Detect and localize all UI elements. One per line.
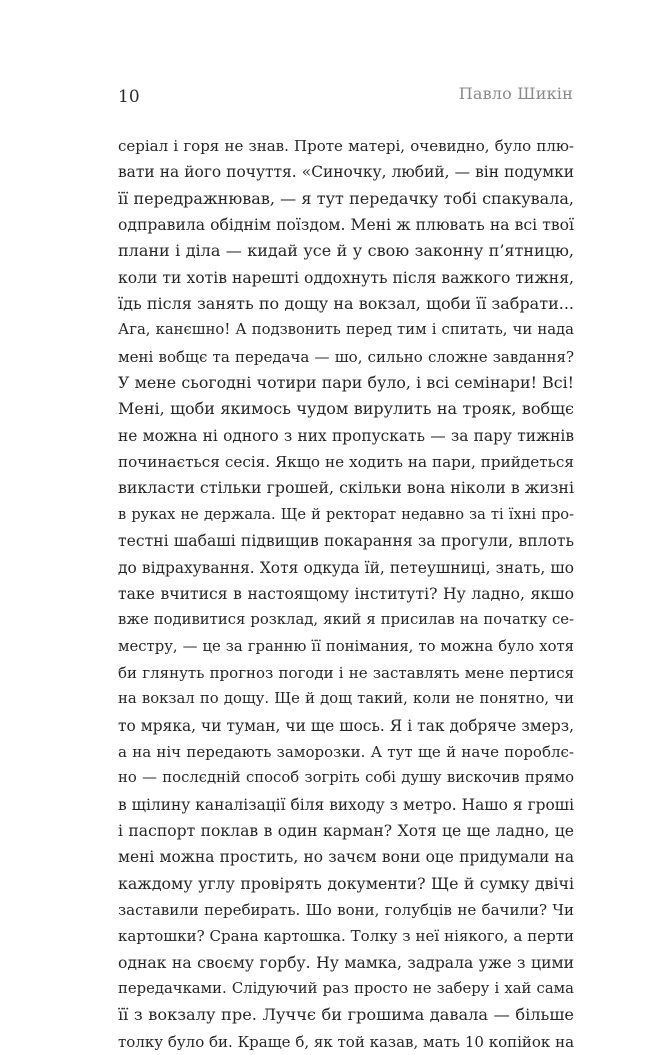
text-line: її передражнював, — я тут передачку тобі спакувала, [118, 188, 574, 208]
text-line: не можна ні одного з них пропускать — за пару тижнів [118, 426, 574, 445]
text-line: на вокзал по дощу. Ще й дощ такий, коли не понятно, чи [118, 690, 574, 708]
text-line: мені можна простить, но зачєм вони оце придумали на [118, 848, 574, 867]
text-line: в щілину каналізації біля виходу з метро. Нашо я гроші [118, 795, 574, 814]
text-line: до відрахування. Хотя одкуда їй, петеушниці, знать, шо [118, 558, 574, 577]
text-line: Мені, щоби якимось чудом вирулить на трояк, вобщє [118, 399, 574, 419]
text-line: но — послєдній способ зогріть собі душу вискочив прямо [118, 769, 574, 787]
body-text [118, 133, 574, 1055]
text-line: тестні шабаші підвищив покарання за прогули, вплоть [118, 532, 574, 551]
text-line: однак на своєму горбу. Ну мамка, задрала уже з цими [118, 953, 574, 972]
text-line: передачками. Слідуючий раз просто не заберу і хай сама [118, 980, 574, 997]
text-line: вже подивитися розклад, який я присилав на початку се- [118, 611, 574, 629]
text-line: починається сесія. Якщо не ходить на пари, прийдеться [118, 453, 574, 472]
text-line: У мене сьогодні чотири пари було, і всі семінари! Всі! [118, 373, 574, 393]
text-line: Ага, канєшно! А подзвонить перед тим і спитать, чи нада [118, 321, 574, 339]
text-line: плани і діла — кидай усе й у свою законну п’ятницю, [118, 241, 574, 261]
text-line: местру, — це за гранню її понімания, то можна було хотя [118, 637, 574, 655]
text-line: викласти стільки грошей, скільки вона ніколи в жизні [118, 478, 574, 498]
text-line: картошки? Срана картошка. Толку з неї ніякого, а перти [118, 927, 574, 946]
running-head-author: Павло Шикін [458, 84, 573, 103]
text-line: їдь після занять по дощу на вокзал, щоби її забрати... [118, 294, 574, 314]
text-line: серіал і горя не знав. Проте матері, очевидно, було плю- [118, 137, 574, 155]
text-line: мені вобщє та передача — шо, сильно сложне завдання? [118, 347, 574, 366]
text-line: і паспорт поклав в один карман? Хотя це ще ладно, це [118, 821, 574, 840]
text-line: її з вокзалу пре. Луччє би грошима давала — більше [118, 1005, 574, 1025]
page-number: 10 [118, 87, 140, 107]
text-line: а на ніч передають заморозки. А тут ще й наче пороблє- [118, 742, 574, 761]
text-line: заставили перебирать. Шо вони, голубців не бачили? Чи [118, 900, 574, 919]
text-line: в руках не держала. Ще й ректорат недавно за ті їхні про- [118, 505, 574, 523]
text-line: одправила обіднім поїздом. Мені ж плювать на всі твої [118, 216, 574, 235]
text-line: коли ти хотів нарешті оддохнуть після важкого тижня, [118, 268, 574, 287]
text-line: каждому углу провірять документи? Ще й сумку двічі [118, 873, 574, 893]
text-line: то мряка, чи туман, чи ще шось. Я і так добряче змерз, [118, 716, 574, 735]
text-line: вати на його почуття. «Синочку, любий, — він подумки [118, 163, 574, 182]
text-line: таке вчитися в настоящому інституті? Ну ладно, якшо [118, 584, 574, 603]
text-line: толку було би. Краще б, як той казав, мать 10 копійок на [118, 1032, 574, 1051]
text-line: би глянуть прогноз погоди і не заставлять мене пертися [118, 663, 574, 682]
